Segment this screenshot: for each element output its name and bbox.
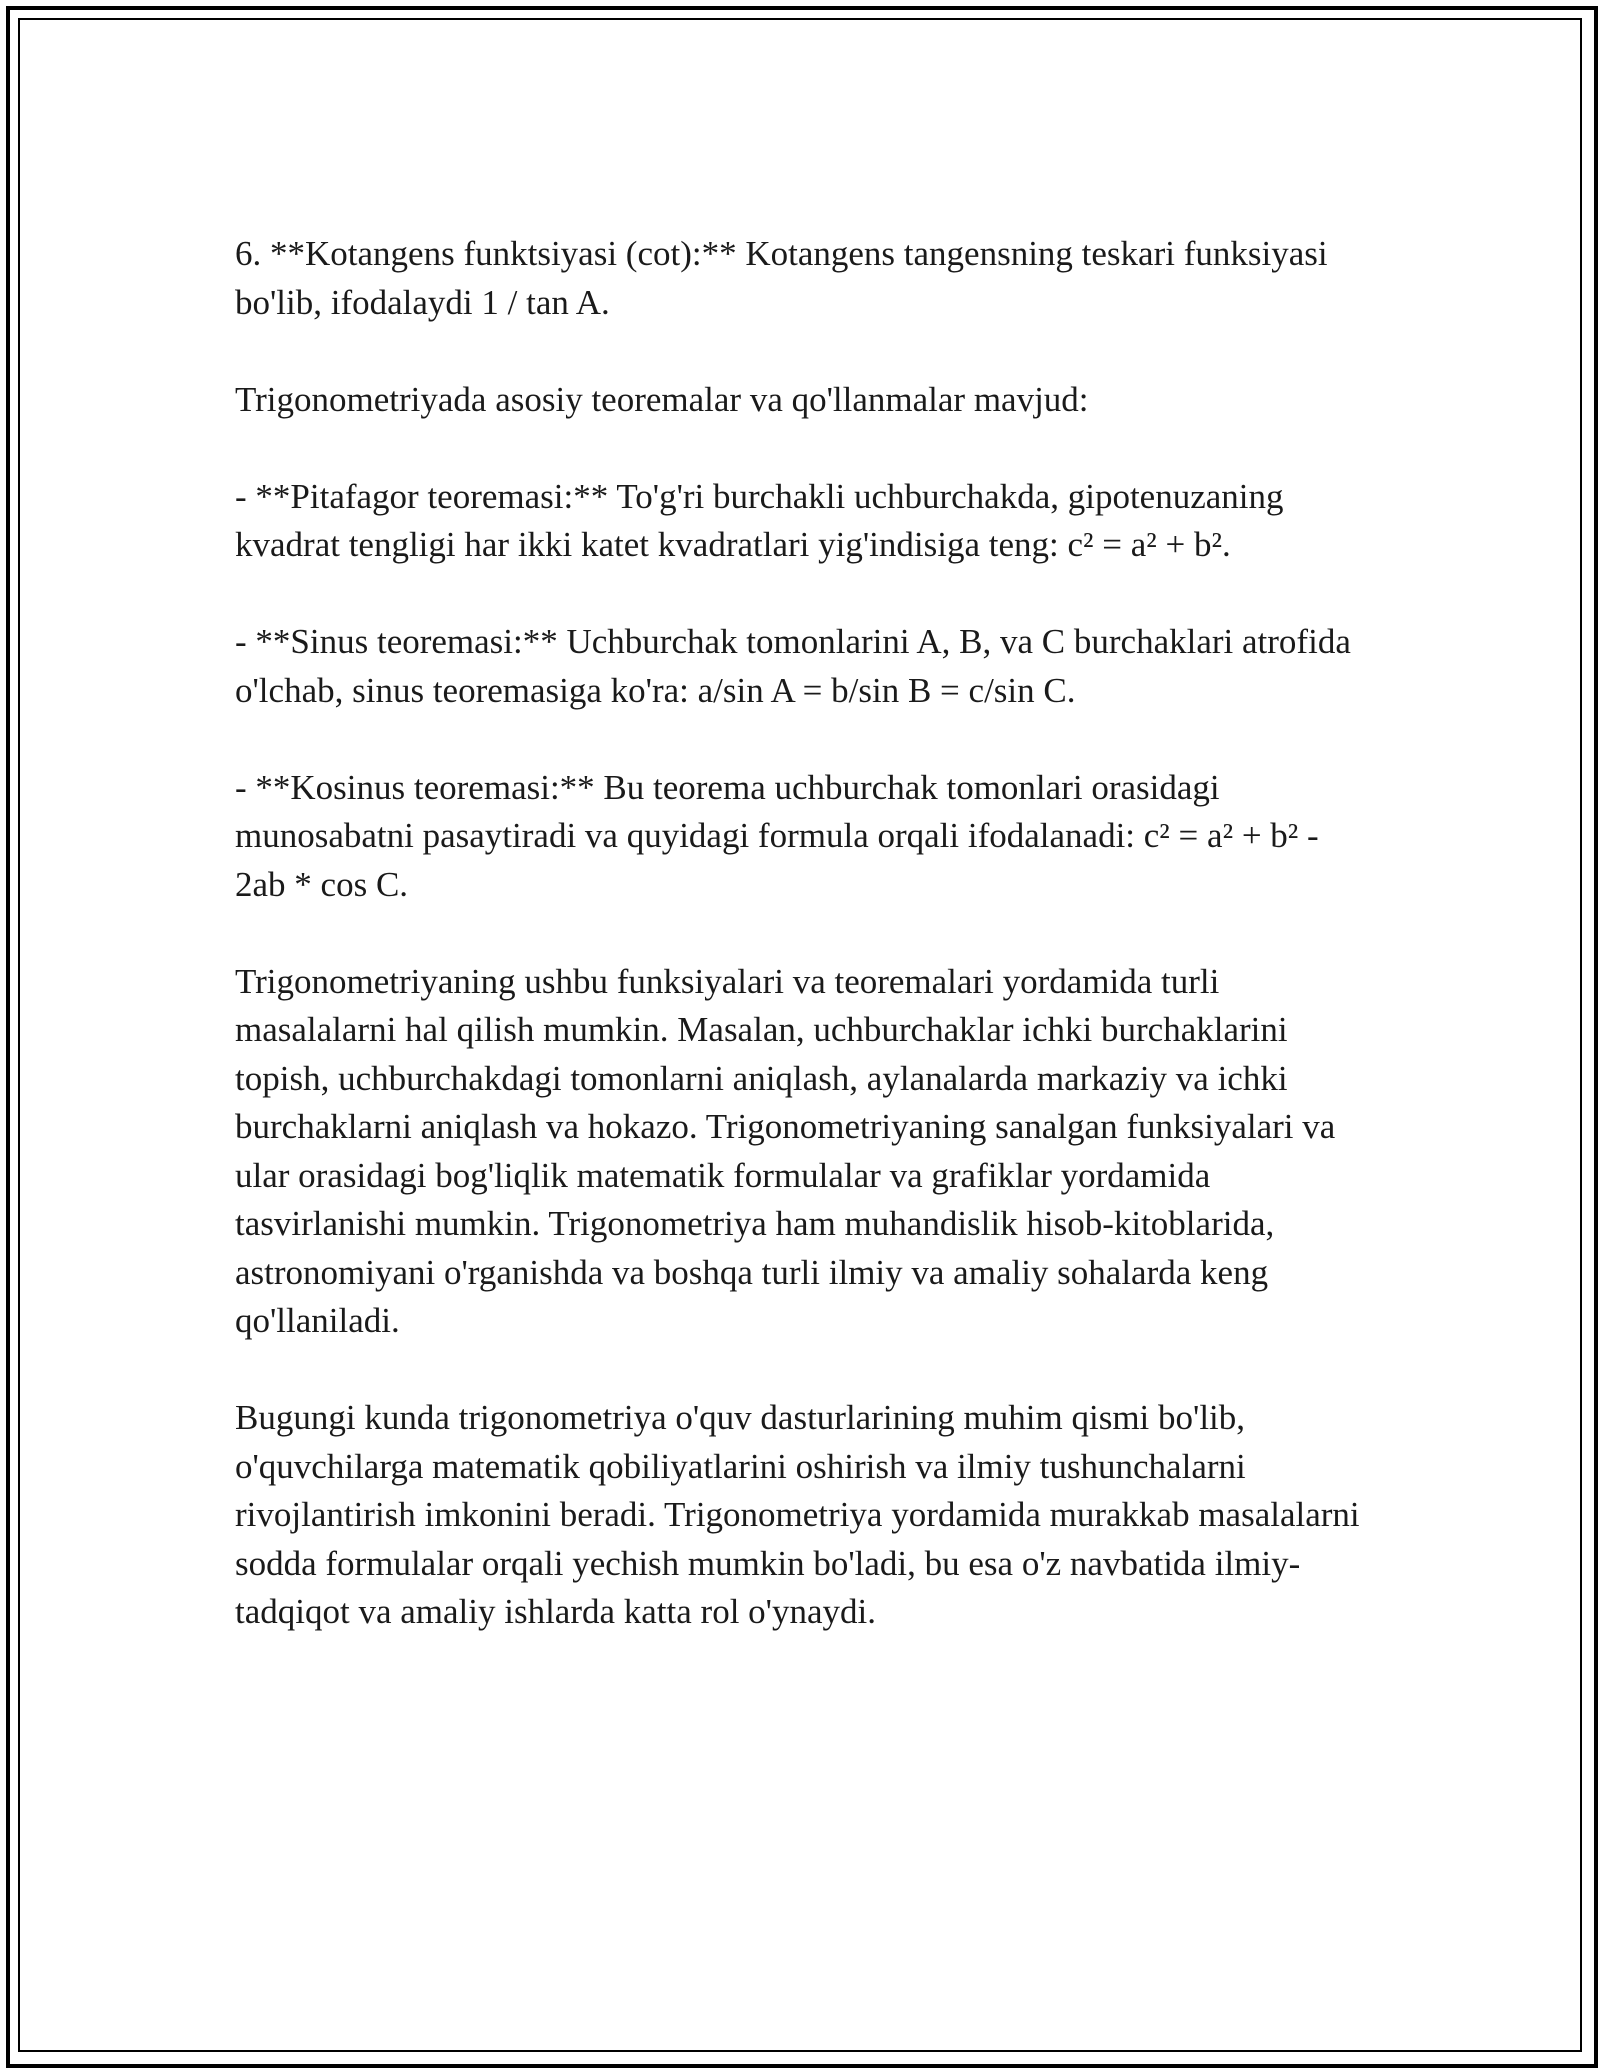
paragraph-theorems-intro: Trigonometriyada asosiy teoremalar va qo'llanmalar mavjud: [235,379,1089,419]
paragraph-cotangent-definition: 6. **Kotangens funktsiyasi (cot):** Kotangens tangensning teskari funksiyasi bo'lib, ifodalaydi 1 / tan A. [235,234,1328,322]
paragraph-education: Bugungi kunda trigonometriya o'quv dasturlarining muhim qismi bo'lib, o'quvchilarga matematik qobiliyatlarini oshirish va ilmiy tushunchalarni rivojlantirish imkonini beradi. Trigonometriya yordamida murakkab masalalarni sodda formulalar orqali yechish mumkin bo'ladi, bu esa o'z navbatida ilmiy-tadqiqot va amaliy ishlarda katta rol o'ynaydi. [235,1398,1360,1631]
paragraph-pythagorean-theorem: - **Pitafagor teoremasi:** To'g'ri burchakli uchburchakda, gipotenuzaning kvadrat tengligi har ikki katet kvadratlari yig'indisiga teng: c² = a² + b². [235,476,1284,564]
paragraph-cosine-theorem: - **Kosinus teoremasi:** Bu teorema uchburchak tomonlari orasidagi munosabatni pasaytiradi va quyidagi formula orqali ifodalanadi: c² = a² + b² - 2ab * cos C. [235,767,1319,904]
paragraph-applications: Trigonometriyaning ushbu funksiyalari va teoremalari yordamida turli masalalarni hal qilish mumkin. Masalan, uchburchaklar ichki burchaklarini topish, uchburchakdagi tomonlarni aniqlash, aylanalarda markaziy va ichki burchaklarni aniqlash va hokazo. Trigonometriyaning sanalgan funksiyalari va ular orasidagi bog'liqlik matematik formulalar va grafiklar yordamida tasvirlanishi mumkin. Trigonometriya ham muhandislik hisob-kitoblarida, astronomiyani o'rganishda va boshqa turli ilmiy va amaliy sohalarda keng qo'llaniladi. [235,961,1336,1340]
paragraph-sine-theorem: - **Sinus teoremasi:** Uchburchak tomonlarini A, B, va C burchaklari atrofida o'lchab, sinus teoremasiga ko'ra: a/sin A = b/sin B = c/sin C. [235,622,1351,710]
document-body [235,230,1370,1637]
